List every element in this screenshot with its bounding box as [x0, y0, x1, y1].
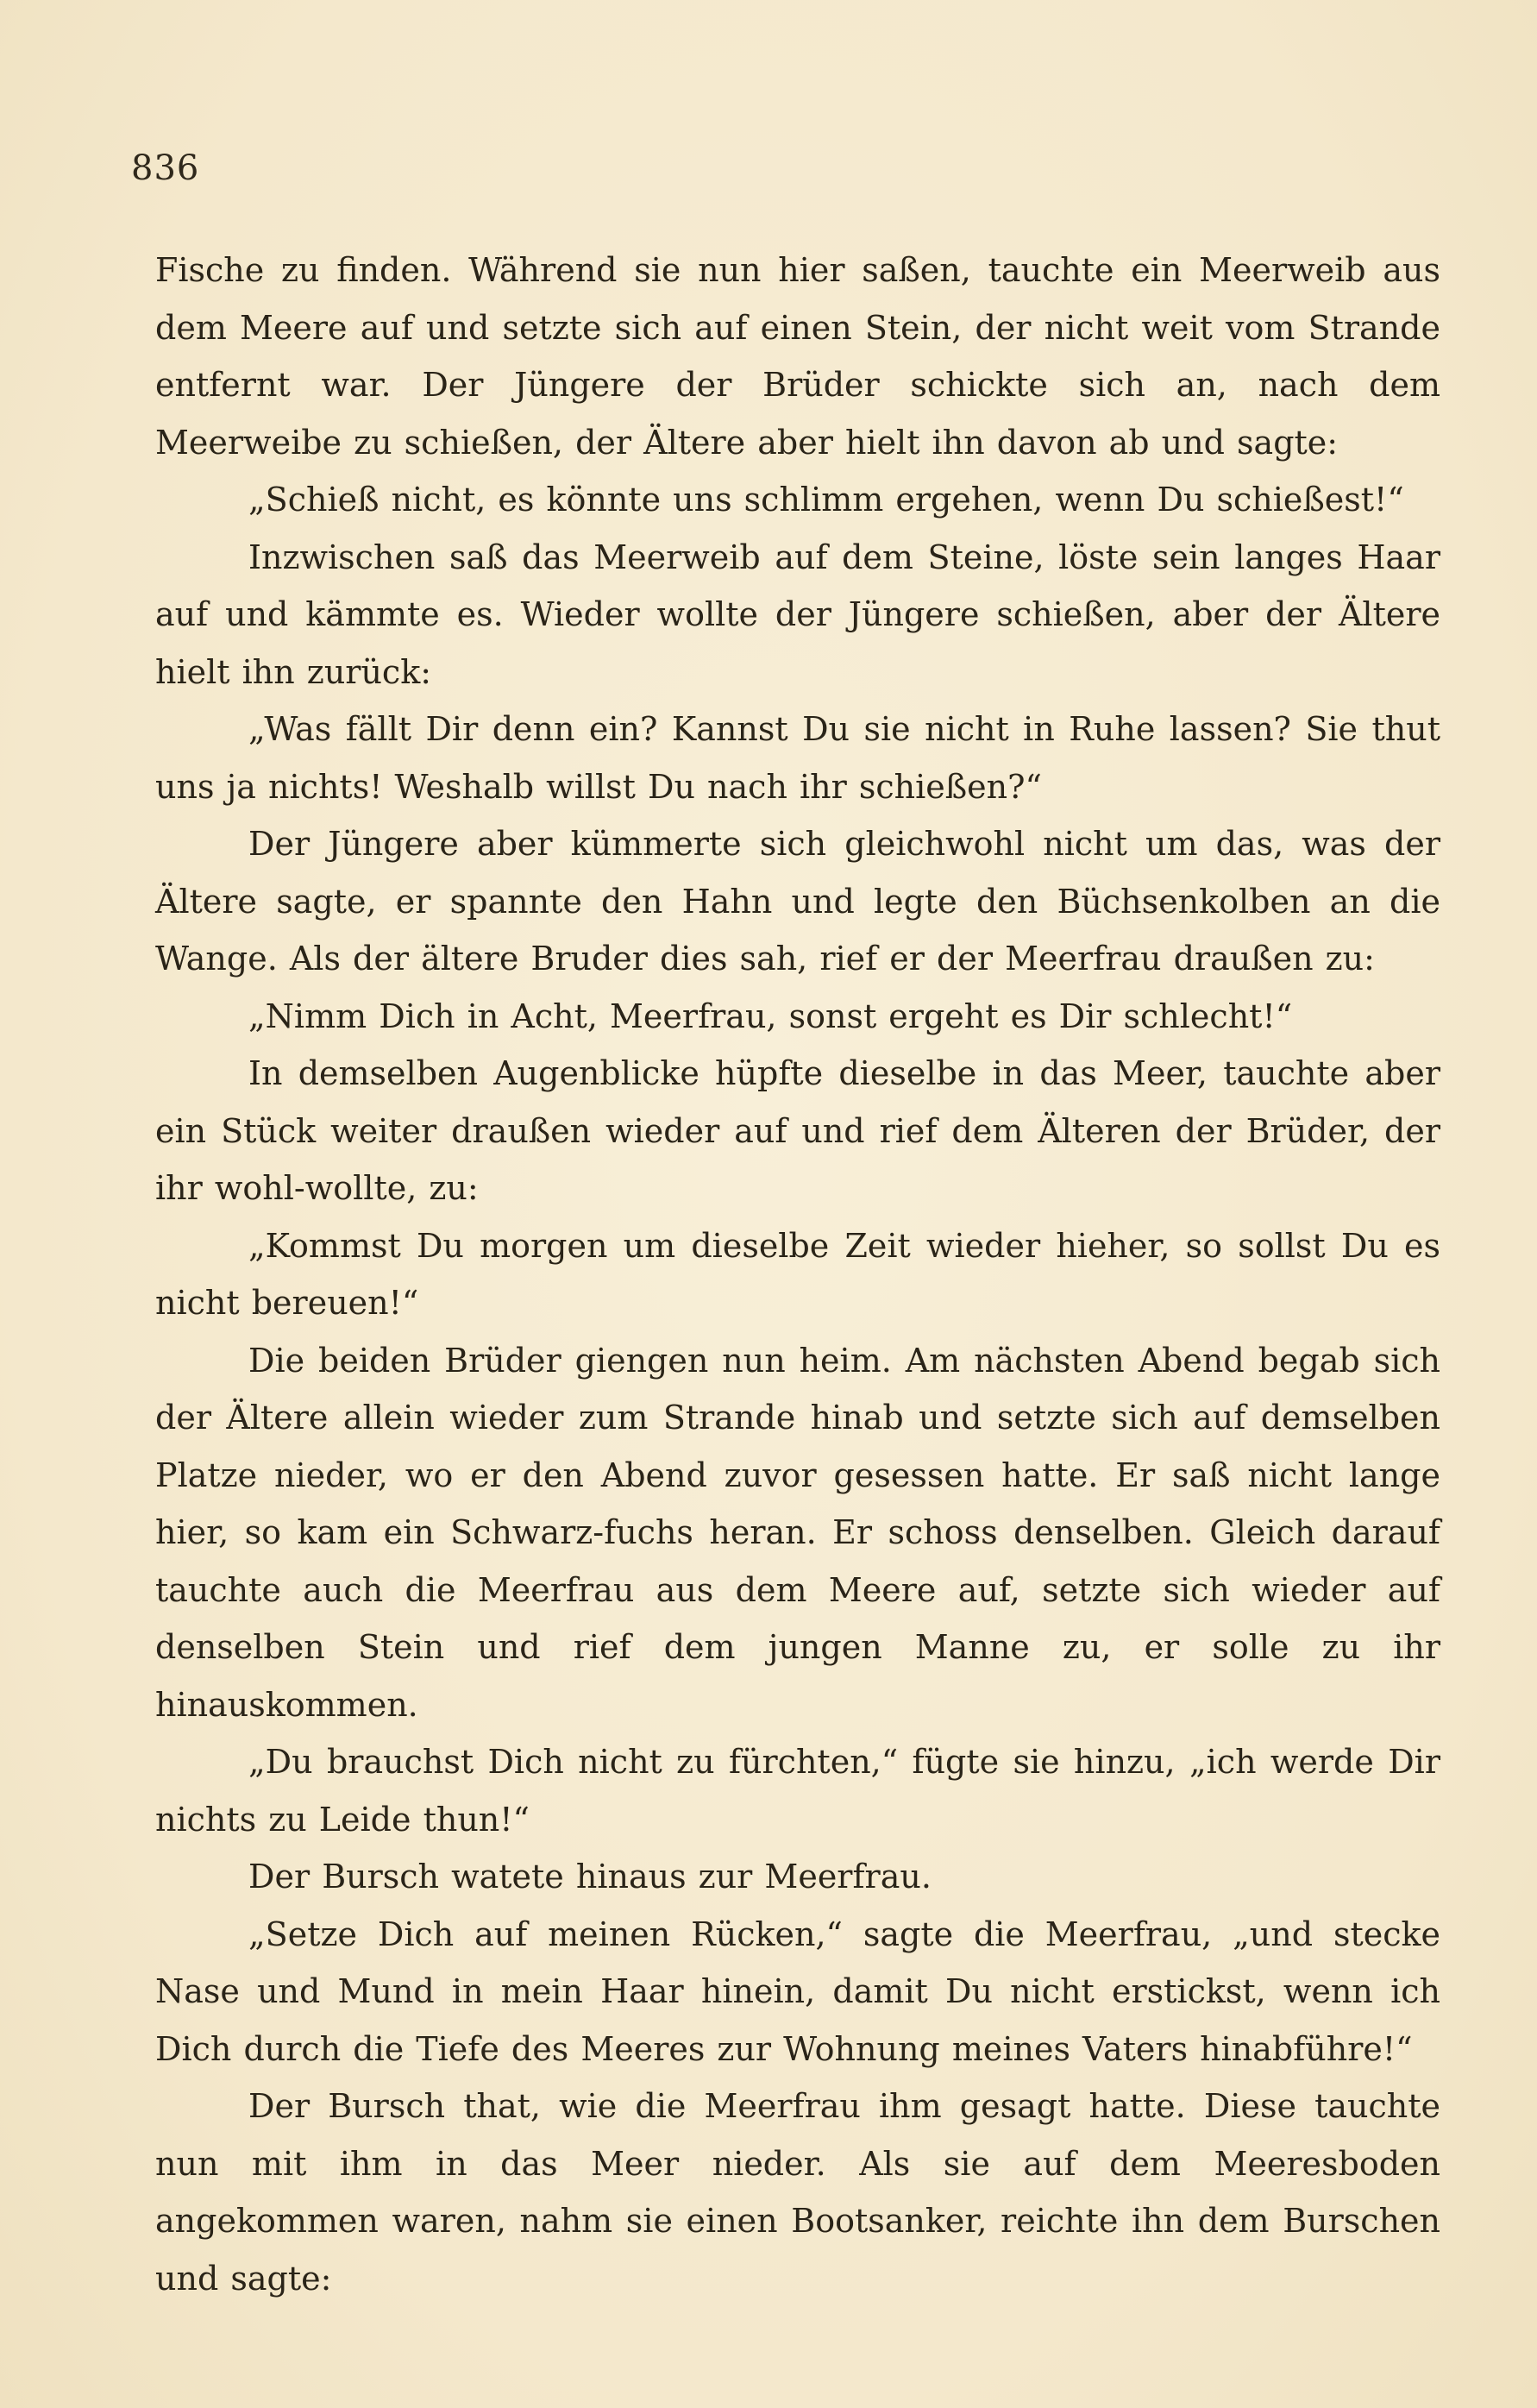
paragraph-8: „Kommst Du morgen um dieselbe Zeit wieder hieher, so sollst Du es nicht bereuen!“: [155, 1226, 1440, 1322]
paragraph-2: „Schieß nicht, es könnte uns schlimm ergehen, wenn Du schießest!“: [248, 481, 1404, 519]
paragraph-1: Fische zu finden. Während sie nun hier saßen, tauchte ein Meerweib aus dem Meere auf und setzte sich auf einen Stein, der nicht weit vom Strande entfernt war. Der Jüngere der Brüder schickte sich an, nach dem Meerweibe zu schießen, der Ältere aber hielt ihn davon ab und sagte:: [155, 251, 1440, 462]
paragraph-10: „Du brauchst Dich nicht zu fürchten,“ fügte sie hinzu, „ich werde Dir nichts zu Leide thun!“: [155, 1743, 1440, 1839]
paragraph-5: Der Jüngere aber kümmerte sich gleichwohl nicht um das, was der Ältere sagte, er spannte den Hahn und legte den Büchsenkolben an die Wange. Als der ältere Bruder dies sah, rief er der Meerfrau draußen zu:: [155, 825, 1440, 978]
paragraph-4: „Was fällt Dir denn ein? Kannst Du sie nicht in Ruhe lassen? Sie thut uns ja nichts! Weshalb willst Du nach ihr schießen?“: [155, 710, 1440, 806]
paragraph-11: Der Bursch watete hinaus zur Meerfrau.: [248, 1858, 932, 1896]
paragraph-7: In demselben Augenblicke hüpfte dieselbe in das Meer, tauchte aber ein Stück weiter draußen wieder auf und rief dem Älteren der Brüder, der ihr wohl-wollte, zu:: [155, 1054, 1440, 1207]
paragraph-12: „Setze Dich auf meinen Rücken,“ sagte die Meerfrau, „und stecke Nase und Mund in mein Haar hinein, damit Du nicht erstickst, wenn ich Dich durch die Tiefe des Meeres zur Wohnung meines Vaters hinabführe!“: [155, 1914, 1440, 2068]
paragraph-9: Die beiden Brüder giengen nun heim. Am nächsten Abend begab sich der Ältere allein wieder zum Strande hinab und setzte sich auf demselben Platze nieder, wo er den Abend zuvor gesessen hatte. Er saß nicht lange hier, so kam ein Schwarz-fuchs heran. Er schoss denselben. Gleich darauf tauchte auch die Meerfrau aus dem Meere auf, setzte sich wieder auf denselben Stein und rief dem jungen Manne zu, er solle zu ihr hinauskommen.: [155, 1341, 1440, 1724]
paragraph-3: Inzwischen saß das Meerweib auf dem Steine, löste sein langes Haar auf und kämmte es. Wieder wollte der Jüngere schießen, aber der Ältere hielt ihn zurück:: [155, 538, 1440, 691]
page-number: 836: [131, 148, 200, 188]
body-text: [155, 242, 1440, 2307]
paragraph-6: „Nimm Dich in Acht, Meerfrau, sonst ergeht es Dir schlecht!“: [248, 997, 1293, 1035]
paragraph-13: Der Bursch that, wie die Meerfrau ihm gesagt hatte. Diese tauchte nun mit ihm in das Meer nieder. Als sie auf dem Meeresboden angekommen waren, nahm sie einen Bootsanker, reichte ihn dem Burschen und sagte:: [155, 2087, 1440, 2298]
